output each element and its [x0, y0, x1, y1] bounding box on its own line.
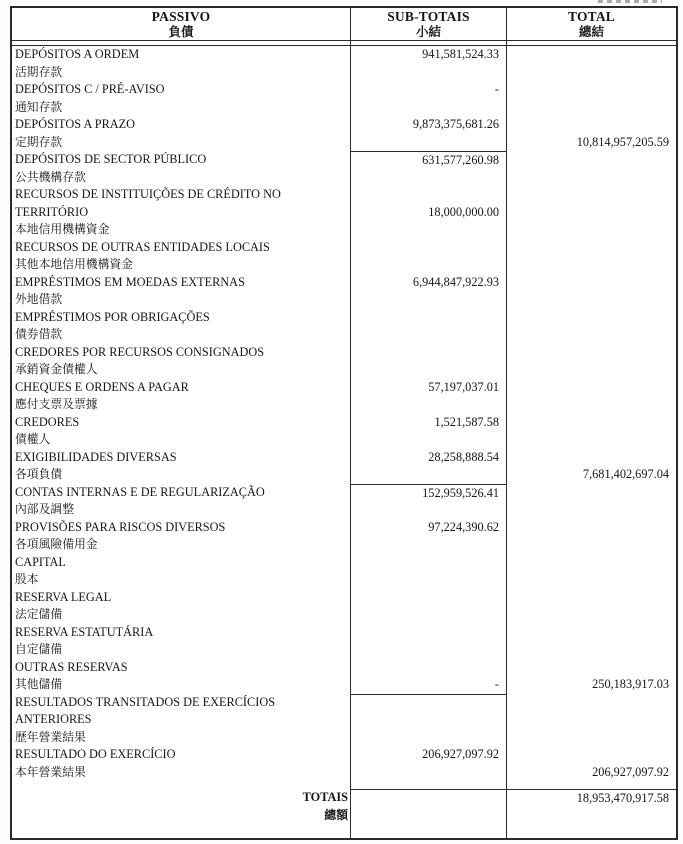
total-cell [507, 554, 676, 589]
table-row [12, 46, 676, 81]
table-row [12, 519, 676, 554]
total-cell [507, 151, 676, 186]
subtotal-cell [350, 484, 507, 519]
total-cell [507, 46, 676, 81]
header-subtotais [350, 8, 507, 41]
table-row [12, 659, 676, 694]
header-subtotais-cn: 小結 [415, 25, 441, 39]
total-cell [507, 81, 676, 116]
item-label-pt: DEPÓSITOS A ORDEM [15, 47, 140, 61]
subtotal-cell [350, 81, 507, 116]
item-labels [12, 519, 350, 554]
subtotal-cell [350, 414, 507, 449]
table-body [12, 46, 676, 789]
table-row [12, 81, 676, 116]
table-row [12, 694, 676, 747]
table-row [12, 309, 676, 344]
item-label-cn: 內部及調整 [15, 502, 74, 516]
item-labels [12, 46, 350, 81]
table-row [12, 449, 676, 484]
subtotal-value: 97,224,390.62 [428, 519, 499, 534]
item-label-pt: CONTAS INTERNAS E DE REGULARIZAÇÃO [15, 484, 265, 499]
totals-total-cell [507, 789, 676, 838]
item-label-cn: 歷年營業結果 [15, 729, 86, 744]
item-label-cn: 承銷資金債權人 [15, 362, 98, 376]
total-cell [507, 379, 676, 414]
total-cell [507, 414, 676, 449]
item-label-pt: ANTERIORES [15, 712, 92, 726]
item-labels [12, 449, 350, 484]
item-labels [12, 274, 350, 309]
item-label-pt: TERRITÓRIO [15, 204, 89, 219]
item-labels [12, 589, 350, 624]
total-cell [507, 484, 676, 519]
item-label-pt: EMPRÉSTIMOS POR OBRIGAÇÕES [15, 309, 210, 324]
item-label-pt: CREDORES POR RECURSOS CONSIGNADOS [15, 344, 265, 359]
item-label-pt: OUTRAS RESERVAS [15, 659, 128, 674]
totals-row [12, 789, 676, 838]
item-label-cn: 通知存款 [15, 99, 63, 114]
item-label-pt: RESULTADO DO EXERCÍCIO [15, 747, 176, 761]
subtotal-cell [350, 659, 507, 694]
item-label-pt: PROVISÕES PARA RISCOS DIVERSOS [15, 519, 226, 534]
subtotal-value: 152,959,526.41 [422, 485, 499, 500]
subtotal-cell [350, 449, 507, 484]
item-labels [12, 186, 350, 239]
spacer-cell [507, 41, 676, 45]
total-value: 7,681,402,697.04 [582, 467, 669, 481]
subtotal-cell [350, 186, 507, 239]
item-label-pt: DEPÓSITOS C / PRÉ-AVISO [15, 82, 165, 96]
subtotal-cell [350, 694, 507, 747]
totals-subtotal-cell [350, 789, 507, 838]
header-passivo-cn: 負債 [168, 25, 194, 39]
item-labels [12, 81, 350, 116]
subtotal-value: 631,577,260.98 [422, 153, 499, 167]
item-label-cn: 應付支票及票據 [15, 397, 98, 411]
subtotal-value: - [494, 82, 499, 96]
table-row [12, 151, 676, 186]
item-label-pt: DEPÓSITOS DE SECTOR PÚBLICO [15, 152, 207, 166]
subtotal-value: 206,927,097.92 [422, 747, 499, 761]
item-label-cn: 定期存款 [15, 134, 63, 149]
total-cell [507, 116, 676, 151]
header-total-pt: TOTAL [567, 9, 616, 24]
total-cell [507, 186, 676, 239]
item-label-pt: CHEQUES E ORDENS A PAGAR [15, 379, 189, 394]
item-labels [12, 151, 350, 186]
total-cell [507, 344, 676, 379]
header-total-cn: 總結 [578, 25, 604, 39]
totals-label-cn: 總額 [324, 807, 348, 822]
subtotal-cell [350, 344, 507, 379]
item-label-pt: EXIGIBILIDADES DIVERSAS [15, 449, 177, 464]
item-label-cn: 債券借款 [15, 327, 63, 341]
table-row [12, 624, 676, 659]
scan-artifact-top-right [598, 0, 662, 3]
grand-total-value: 18,953,470,917.58 [576, 791, 669, 805]
subtotal-cell [350, 746, 507, 789]
item-label-cn: 外地借款 [15, 292, 63, 306]
table-row [12, 186, 676, 239]
table-row [12, 344, 676, 379]
item-labels [12, 309, 350, 344]
total-cell [507, 239, 676, 274]
item-label-cn: 本年營業結果 [15, 764, 86, 779]
subtotal-cell [350, 379, 507, 414]
item-label-cn: 各項風險備用金 [15, 537, 98, 551]
subtotal-cell [350, 274, 507, 309]
total-value: 206,927,097.92 [592, 764, 669, 779]
table-row [12, 554, 676, 589]
item-label-cn: 債權人 [15, 432, 51, 446]
table-header [12, 8, 676, 41]
spacer-cell [12, 41, 350, 45]
subtotal-value: 1,521,587.58 [434, 414, 499, 429]
table-row [12, 484, 676, 519]
table-row [12, 414, 676, 449]
total-cell [507, 624, 676, 659]
item-labels [12, 379, 350, 414]
total-cell [507, 659, 676, 694]
item-labels [12, 484, 350, 519]
total-cell [507, 694, 676, 747]
total-cell [507, 449, 676, 484]
item-label-pt: RESERVA ESTATUTÁRIA [15, 624, 154, 639]
subtotal-cell [350, 519, 507, 554]
item-labels [12, 624, 350, 659]
table-row [12, 116, 676, 151]
item-labels [12, 659, 350, 694]
item-label-pt: CAPITAL [15, 554, 66, 569]
total-cell [507, 274, 676, 309]
item-labels [12, 344, 350, 379]
total-cell [507, 519, 676, 554]
subtotal-cell [350, 239, 507, 274]
subtotal-cell [350, 589, 507, 624]
header-passivo [12, 8, 350, 41]
totals-label-pt: TOTAIS [302, 790, 348, 804]
item-label-pt: RECURSOS DE OUTRAS ENTIDADES LOCAIS [15, 239, 270, 254]
item-label-pt: RESULTADOS TRANSITADOS DE EXERCÍCIOS [15, 694, 276, 709]
total-value: 250,183,917.03 [592, 677, 669, 691]
item-labels [12, 746, 350, 789]
item-label-cn: 其他儲備 [15, 677, 63, 691]
subtotal-value: 28,258,888.54 [428, 449, 499, 464]
item-label-cn: 法定儲備 [15, 607, 63, 621]
subtotal-cell [350, 46, 507, 81]
item-label-cn: 公共機構存款 [15, 169, 86, 184]
table-row [12, 239, 676, 274]
subtotal-value: 941,581,524.33 [422, 47, 499, 61]
item-label-cn: 活期存款 [15, 64, 63, 79]
subtotal-value: 9,873,375,681.26 [412, 117, 499, 131]
item-label-pt: RECURSOS DE INSTITUIÇÕES DE CRÉDITO NO [15, 187, 281, 201]
subtotal-value: 57,197,037.01 [428, 379, 499, 394]
subtotal-cell [350, 624, 507, 659]
subtotal-value: - [494, 677, 499, 691]
item-label-pt: RESERVA LEGAL [15, 589, 112, 604]
table-row [12, 589, 676, 624]
item-label-cn: 各項負債 [15, 467, 63, 481]
item-label-cn: 自定儲備 [15, 642, 63, 656]
total-cell [507, 746, 676, 789]
item-labels [12, 414, 350, 449]
total-cell [507, 309, 676, 344]
item-label-pt: DEPÓSITOS A PRAZO [15, 117, 136, 131]
item-label-cn: 其他本地信用機構資金 [15, 257, 133, 271]
header-subtotais-pt: SUB-TOTAIS [387, 9, 470, 24]
subtotal-cell [350, 116, 507, 151]
item-label-pt: EMPRÉSTIMOS EM MOEDAS EXTERNAS [15, 274, 245, 289]
item-label-cn: 本地信用機構資金 [15, 222, 110, 236]
item-label-cn: 股本 [15, 572, 39, 586]
liabilities-table [10, 6, 678, 840]
item-labels [12, 554, 350, 589]
spacer-cell [350, 41, 507, 45]
header-passivo-pt: PASSIVO [151, 9, 211, 24]
totals-label [12, 789, 350, 838]
subtotal-cell [350, 554, 507, 589]
subtotal-value: 18,000,000.00 [428, 204, 499, 219]
subtotal-value: 6,944,847,922.93 [412, 274, 499, 289]
table-row [12, 274, 676, 309]
subtotal-cell [350, 151, 507, 186]
item-labels [12, 239, 350, 274]
item-labels [12, 694, 350, 747]
table-row [12, 379, 676, 414]
total-cell [507, 589, 676, 624]
subtotal-cell [350, 309, 507, 344]
item-labels [12, 116, 350, 151]
item-label-pt: CREDORES [15, 414, 80, 429]
total-value: 10,814,957,205.59 [576, 134, 669, 149]
table-row [12, 746, 676, 789]
header-total [507, 8, 676, 41]
